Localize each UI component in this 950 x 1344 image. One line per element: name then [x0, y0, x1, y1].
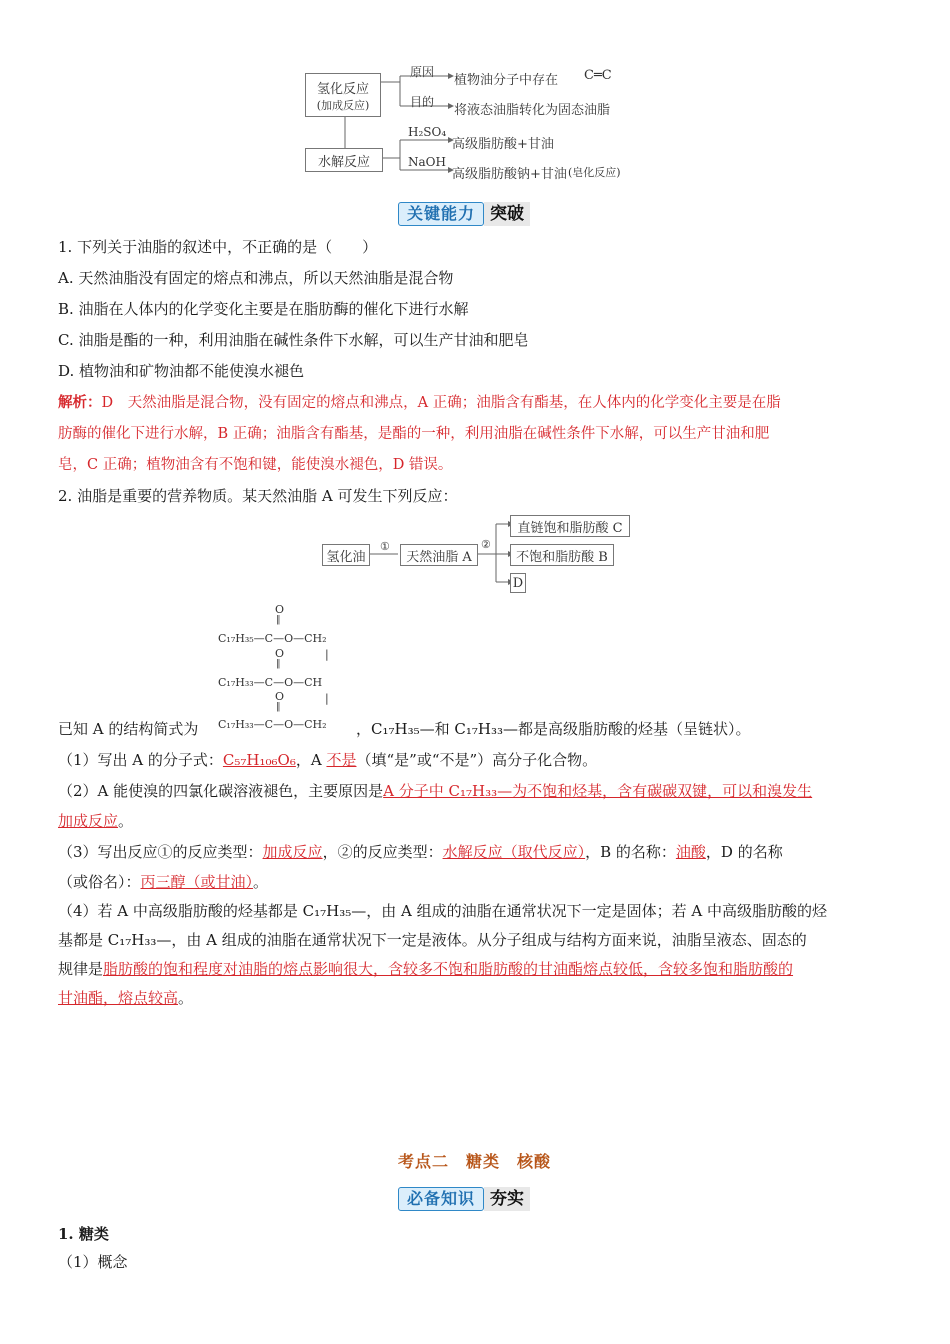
- q2-part4-line2: 基都是 C₁₇H₃₃—，由 A 组成的油脂在通常状况下一定是液体。从分子组成与结构方面来说，油脂呈液态、固态的: [58, 931, 807, 949]
- p1-mid: ，A: [295, 751, 327, 769]
- p2-post: 。: [118, 812, 134, 830]
- essential-knowledge-banner: [398, 1186, 530, 1212]
- q2-part4-line1: （4）若 A 中高级脂肪酸的烃基都是 C₁₇H₃₅—，由 A 组成的油脂在通常状况下一定是固体；若 A 中高级脂肪酸的烃: [58, 902, 828, 920]
- p3-mid1: ，②的反应类型：: [322, 843, 443, 861]
- reason-text: 植物油分子中存在: [454, 73, 559, 88]
- q2-stem: 2. 油脂是重要的营养物质。某天然油脂 A 可发生下列反应：: [58, 487, 458, 505]
- p3-answer-type2: 水解反应（取代反应）: [442, 843, 586, 861]
- banner2-pill: 必备知识: [398, 1187, 484, 1211]
- oxygen-3: O: [275, 690, 285, 703]
- sugars-heading: 1. 糖类: [58, 1225, 109, 1243]
- p4-post: 。: [178, 989, 194, 1007]
- q1-analysis-line3: 皂，C 正确；植物油含有不饱和键，能使溴水褪色，D 错误。: [58, 457, 453, 473]
- p3-pre: （3）写出反应①的反应类型：: [58, 843, 263, 861]
- natural-fat-box: [400, 544, 478, 566]
- p1-pre: （1）写出 A 的分子式：: [58, 751, 223, 769]
- natural-fat-label: 天然油脂 A: [406, 549, 472, 565]
- bar-2: |: [325, 692, 329, 705]
- product-d-label: D: [512, 575, 524, 591]
- p2-answer-line1: A 分子中 C₁₇H₃₃—为不饱和烃基，含有碳碳双键，可以和溴发生: [383, 782, 813, 800]
- q1-option-d: D. 植物油和矿物油都不能使溴水褪色: [58, 362, 305, 380]
- p1-answer-polymer: 不是: [326, 751, 357, 769]
- q1-option-a: A. 天然油脂没有固定的熔点和沸点，所以天然油脂是混合物: [58, 269, 454, 287]
- hydrogenation-sublabel: (加成反应): [316, 98, 370, 112]
- reason-label: 原因: [410, 65, 435, 79]
- hydrolysis-box: [305, 148, 383, 172]
- double-bond-text: C═C: [584, 68, 612, 83]
- q1-stem: 1. 下列关于油脂的叙述中，不正确的是（ ）: [58, 238, 378, 256]
- p3-mid3: ，D 的名称: [705, 843, 783, 861]
- product-b-box: [510, 544, 614, 566]
- concept-item: （1）概念: [58, 1253, 128, 1271]
- purpose-label: 目的: [410, 95, 435, 109]
- p3-line2-post: 。: [253, 873, 269, 891]
- product-c-box: [510, 515, 630, 537]
- p4-line3-pre: 规律是: [58, 960, 104, 978]
- q2-part3-line1: [58, 837, 898, 867]
- p4-answer-line1: 脂肪酸的饱和程度对油脂的熔点影响很大，含较多不饱和脂肪酸的甘油酯熔点较低，含较多饱和脂肪酸的: [103, 960, 794, 978]
- product-d-box: [510, 573, 526, 593]
- hydrolysis-label: 水解反应: [317, 154, 370, 170]
- p3-mid2: ，B 的名称：: [585, 843, 676, 861]
- hydrogenation-box: [305, 73, 381, 117]
- row1-formula: C₁₇H₃₅—C—O—CH₂: [218, 632, 327, 645]
- known-suffix: ，C₁₇H₃₅—和 C₁₇H₃₃—都是高级脂肪酸的烃基（呈链状）。: [356, 720, 751, 738]
- product-c-label: 直链饱和脂肪酸 C: [517, 520, 623, 536]
- banner2-tail: 夯实: [484, 1187, 530, 1211]
- oxygen-1: O: [275, 603, 285, 616]
- base-catalyst: NaOH: [408, 155, 446, 169]
- acid-catalyst: H₂SO₄: [408, 125, 447, 139]
- double-bond-3: ‖: [276, 702, 281, 712]
- product-b-label: 不饱和脂肪酸 B: [516, 549, 608, 565]
- base-product: 高级脂肪酸钠+甘油: [452, 167, 567, 182]
- row3-formula: C₁₇H₃₃—C—O—CH₂: [218, 718, 327, 731]
- p2-pre: （2）A 能使溴的四氯化碳溶液褪色，主要原因是: [58, 782, 384, 800]
- banner-tail: 突破: [484, 202, 530, 226]
- p3-answer-d-name: 丙三醇（或甘油）: [140, 873, 254, 891]
- q2-part4-line3: [58, 954, 898, 984]
- known-prefix: 已知 A 的结构简式为: [58, 720, 199, 738]
- p2-answer-line2: 加成反应: [58, 812, 119, 830]
- double-bond-2: ‖: [276, 659, 281, 669]
- step1-label: ①: [380, 540, 390, 553]
- purpose-text: 将液态油脂转化为固态油脂: [454, 103, 611, 118]
- q2-part4-line4: [58, 983, 898, 1013]
- bar-1: |: [325, 648, 329, 661]
- hydrogenated-oil-label: 氢化油: [326, 549, 366, 565]
- hydrogenated-oil-box: [322, 544, 370, 566]
- p1-answer-formula: C₅₇H₁₀₆O₆: [222, 751, 296, 769]
- q1-option-c: C. 油脂是酯的一种，利用油脂在碱性条件下水解，可以生产甘油和肥皂: [58, 331, 529, 349]
- double-bond-1: ‖: [276, 615, 281, 625]
- p4-answer-line2: 甘油酯，熔点较高: [58, 989, 179, 1007]
- section2-title: 考点二 糖类 核酸: [398, 1152, 552, 1171]
- p1-post: （填“是”或“不是”）高分子化合物。: [356, 751, 598, 769]
- p3-answer-b-name: 油酸: [675, 843, 706, 861]
- hydrogenation-label: 氢化反应: [316, 81, 369, 97]
- step2-label: ②: [481, 538, 491, 551]
- analysis-text-1: D 天然油脂是混合物，没有固定的熔点和沸点，A 正确；油脂含有酯基，在人体内的化学变化主要是在脂: [101, 395, 781, 411]
- key-ability-banner: [398, 201, 530, 227]
- q1-analysis-line1: [58, 388, 898, 418]
- acid-product: 高级脂肪酸+甘油: [452, 137, 554, 152]
- analysis-label: 解析：: [58, 394, 102, 411]
- q2-part3-line2: [58, 867, 898, 897]
- p3-line2-pre: （或俗名）：: [58, 873, 141, 891]
- q2-part1: [58, 745, 898, 775]
- banner-pill: 关键能力: [398, 202, 484, 226]
- oxygen-2: O: [275, 647, 285, 660]
- base-note: (皂化反应): [568, 166, 621, 179]
- q2-part2-line1: [58, 776, 898, 806]
- q1-option-b: B. 油脂在人体内的化学变化主要是在脂肪酶的催化下进行水解: [58, 300, 469, 318]
- row2-formula: C₁₇H₃₃—C—O—CH: [218, 676, 323, 689]
- q1-analysis-line2: 肪酶的催化下进行水解，B 正确；油脂含有酯基，是酯的一种，利用油脂在碱性条件下水解，可以生产甘油和肥: [58, 426, 770, 442]
- p3-answer-type1: 加成反应: [262, 843, 323, 861]
- q2-part2-line2: [58, 806, 898, 836]
